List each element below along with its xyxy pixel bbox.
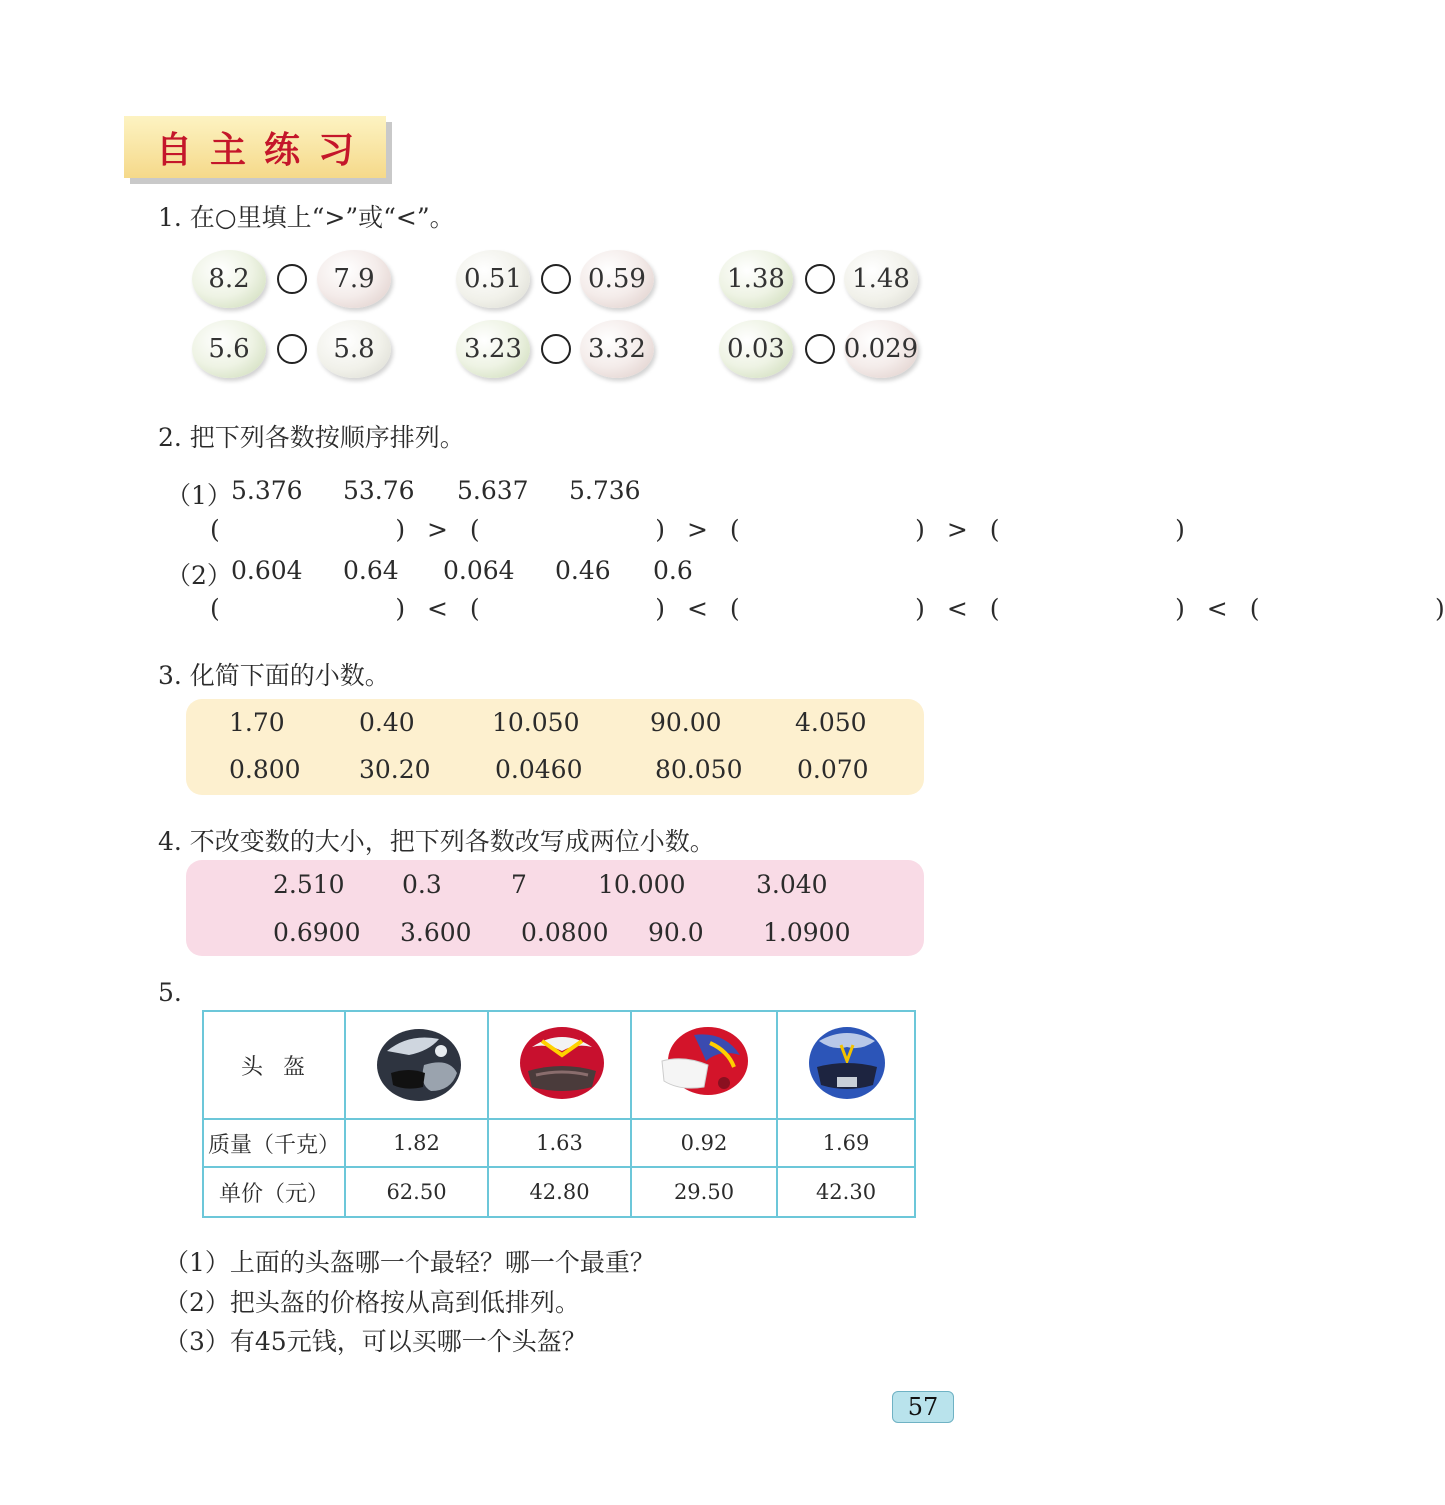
compare-circle[interactable] [277, 334, 307, 364]
q4-number: 1.0900 [763, 918, 851, 947]
compare-circle[interactable] [541, 334, 571, 364]
q2-part1-answer-blanks[interactable]: ( ) > ( ) > ( ) > ( ) [210, 515, 1185, 544]
dark-helmet-icon [369, 1021, 465, 1105]
q5-question-1: （1）上面的头盔哪一个最轻？哪一个最重？ [164, 1248, 655, 1277]
q3-number: 0.0460 [495, 755, 583, 784]
helmet-cell [488, 1011, 631, 1119]
q4-number: 7 [511, 870, 527, 899]
mass-value: 1.82 [345, 1119, 488, 1167]
mass-value: 1.63 [488, 1119, 631, 1167]
q4-title: 4. 不改变数的大小，把下列各数改写成两位小数。 [158, 827, 715, 856]
helmet-table [202, 1010, 916, 1218]
helmet-cell [631, 1011, 777, 1119]
price-value: 62.50 [345, 1167, 488, 1217]
q5-label: 5. [158, 978, 182, 1007]
q4-number: 90.0 [648, 918, 704, 947]
q2-number: 53.76 [343, 476, 415, 505]
q2-number: 0.604 [231, 556, 303, 585]
q2-number: 0.64 [343, 556, 399, 585]
helmet-cell [777, 1011, 915, 1119]
q2-number: 5.637 [457, 476, 529, 505]
red-helmet-icon [512, 1021, 608, 1105]
q2-part2-label: （2） [166, 561, 232, 590]
q5-question-3: （3）有45元钱，可以买哪一个头盔？ [164, 1327, 587, 1356]
number-egg: 5.8 [317, 320, 391, 378]
q4-number: 3.600 [400, 918, 472, 947]
q2-number: 5.736 [569, 476, 641, 505]
helmet-header-cell [203, 1011, 345, 1119]
q3-number: 90.00 [650, 708, 722, 737]
price-label: 单价（元） [203, 1167, 345, 1217]
helmet-mass-row [203, 1119, 915, 1167]
q4-number: 0.3 [402, 870, 442, 899]
helmet-price-row [203, 1167, 915, 1217]
price-value: 29.50 [631, 1167, 777, 1217]
number-egg: 3.23 [456, 320, 530, 378]
mass-label: 质量（千克） [203, 1119, 345, 1167]
section-heading-text: 自主练习 [155, 129, 372, 171]
compare-circle[interactable] [541, 264, 571, 294]
number-egg: 0.51 [456, 250, 530, 308]
number-egg: 7.9 [317, 250, 391, 308]
q4-number: 2.510 [273, 870, 345, 899]
compare-circle[interactable] [805, 334, 835, 364]
price-value: 42.30 [777, 1167, 915, 1217]
q3-number: 0.40 [359, 708, 415, 737]
q2-part2-answer-blanks[interactable]: ( ) < ( ) < ( ) < ( ) < ( ) [210, 594, 1445, 623]
mass-value: 0.92 [631, 1119, 777, 1167]
price-value: 42.80 [488, 1167, 631, 1217]
number-egg: 5.6 [192, 320, 266, 378]
number-egg: 1.48 [844, 250, 918, 308]
q3-number: 80.050 [655, 755, 743, 784]
q2-part1-label: （1） [166, 481, 232, 510]
q4-number: 10.000 [598, 870, 686, 899]
blue-helmet-icon [801, 1021, 891, 1105]
helmet-header-label: 头 盔 [241, 1054, 307, 1080]
number-egg: 0.029 [844, 320, 918, 378]
mass-value: 1.69 [777, 1119, 915, 1167]
q3-number: 10.050 [492, 708, 580, 737]
q4-number: 3.040 [756, 870, 828, 899]
compare-circle[interactable] [277, 264, 307, 294]
helmet-image-row [203, 1011, 915, 1119]
open-face-red-helmet-icon [654, 1021, 754, 1105]
q3-number: 4.050 [795, 708, 867, 737]
q5-question-2: （2）把头盔的价格按从高到低排列。 [164, 1288, 580, 1317]
q3-number: 0.800 [229, 755, 301, 784]
q3-number: 1.70 [229, 708, 285, 737]
q4-number: 0.6900 [273, 918, 361, 947]
page-number: 57 [892, 1391, 954, 1423]
number-egg: 0.59 [580, 250, 654, 308]
q3-number: 0.070 [797, 755, 869, 784]
q2-number: 0.064 [443, 556, 515, 585]
q3-number: 30.20 [359, 755, 431, 784]
q4-number: 0.0800 [521, 918, 609, 947]
q2-number: 0.6 [653, 556, 693, 585]
number-egg: 1.38 [719, 250, 793, 308]
compare-circle[interactable] [805, 264, 835, 294]
q3-title: 3. 化简下面的小数。 [158, 661, 390, 690]
q1-title: 1. 在○里填上“>”或“<”。 [158, 203, 455, 232]
number-egg: 3.32 [580, 320, 654, 378]
number-egg: 8.2 [192, 250, 266, 308]
q2-number: 5.376 [231, 476, 303, 505]
q2-number: 0.46 [555, 556, 611, 585]
helmet-cell [345, 1011, 488, 1119]
section-heading [124, 116, 386, 178]
q2-title: 2. 把下列各数按顺序排列。 [158, 423, 465, 452]
number-egg: 0.03 [719, 320, 793, 378]
